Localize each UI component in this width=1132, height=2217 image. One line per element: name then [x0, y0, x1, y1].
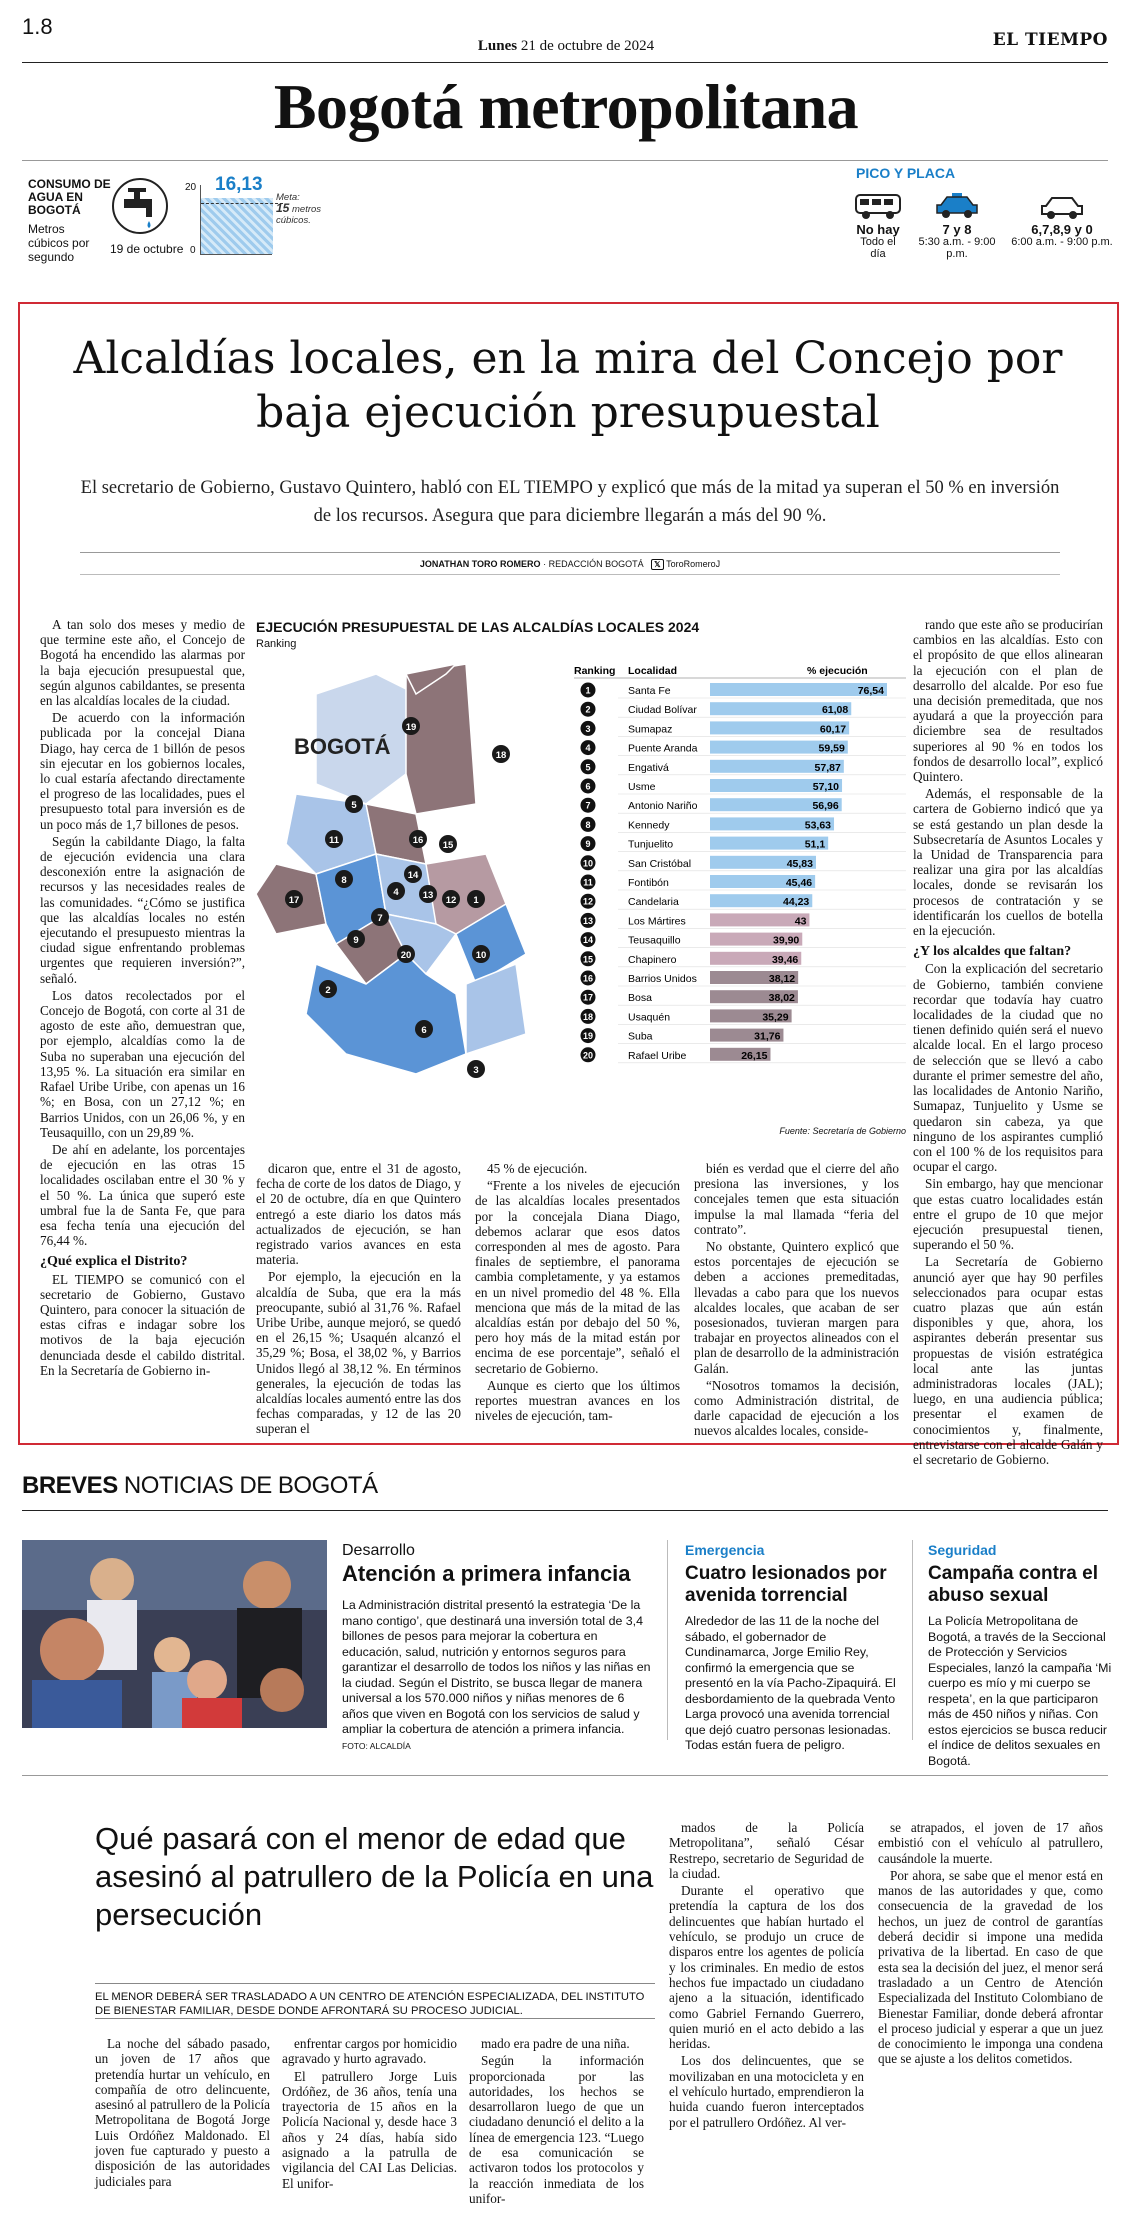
pico-bus-plates: No hay [856, 222, 900, 237]
map-pin-label-7: 7 [377, 913, 383, 924]
breves-sublabel: NOTICIAS DE BOGOTÁ [123, 1472, 378, 1499]
col-header-locality: Localidad [628, 665, 678, 677]
locality-label: Bosa [628, 992, 652, 1005]
article-column-4 [694, 1161, 899, 1441]
bar-value-label: 35,29 [762, 1011, 789, 1024]
paragraph: “Nosotros tomamos la decisión, como Administración distrital, de darle capacidad de ejecución a los nuevos alcaldes locales, conside- [694, 1377, 899, 1439]
map-pin-label-14: 14 [407, 870, 419, 881]
rank-number: 19 [582, 1031, 594, 1042]
paragraph: Aunque es cierto que los últimos reportes muestran avances en los niveles de ejecución, tam- [475, 1377, 680, 1424]
bar-value-label: 51,1 [804, 838, 826, 851]
locality-label: Ciudad Bolívar [628, 704, 697, 717]
paragraph: A tan solo dos meses y medio de que termine este año, el Concejo de Bogotá ha encendido las alarmas por la baja ejecución presupuestal que, según algunos cabildantes, se presenta en las alcaldías locales de la ciudad. [40, 617, 245, 709]
section-rule [22, 160, 1108, 161]
article-deck: El secretario de Gobierno, Gustavo Quintero, habló con EL TIEMPO y explicó que más de la mitad ya superan el 50 % en inversión de los recursos. Asegura que para diciembre llegarán a más del 90 %. [80, 478, 1060, 526]
rank-number: 12 [582, 896, 594, 907]
locality-label: Barrios Unidos [628, 973, 697, 985]
paragraph: El patrullero Jorge Luis Ordóñez, de 36 años, tenía una trayectoria de 15 años en la Policía Nacional y, desde hace 3 años y 24 días, había sido asignado a la patrulla de vigilancia del CAI Las Delicias. El unifor- [282, 2068, 457, 2191]
paragraph: Por ahora, se sabe que el menor está en manos de las autoridades y que, como consecuencia de la gravedad de los hechos, un juez de control de garantías deberá decidir si impone una medida privativa de la libertad. En caso de que esta sea la decisión del juez, el menor será trasladado a un Centro de Atención Especializada del Instituto Colombiano de Bienestar Familiar, donde deberá afrontar el proceso judicial y esperar a que un juez de conocimiento le imponga una condena que se ajuste a los delitos cometidos. [878, 1867, 1103, 2067]
paragraph: bién es verdad que el cierre del año presiona las inversiones, y los concejales temen que esta situación impulse la mal llamada “feria del contrato”. [694, 1161, 899, 1237]
water-axis-min: 0 [190, 245, 196, 256]
water-goal-note [276, 192, 346, 226]
rank-number: 14 [582, 935, 594, 946]
bus-icon [854, 193, 902, 221]
a2-col1-paragraphs [95, 2036, 270, 2189]
locality-label: Chapinero [628, 953, 677, 966]
water-goal-unit: metros cúbicos. [276, 204, 322, 226]
bar-value-label: 60,17 [819, 723, 847, 736]
water-title: CONSUMO DE AGUA EN BOGOTÁ [28, 177, 111, 217]
pico-taxi-hours: 5:30 a.m. - 9:00 p.m. [918, 236, 996, 260]
bar-value-label: 76,54 [857, 685, 884, 697]
bar-value-label: 31,76 [754, 1030, 781, 1043]
article2-column-5 [878, 1820, 1103, 2069]
map-pin-label-11: 11 [328, 835, 340, 846]
rank-number: 15 [582, 954, 594, 965]
rank-number: 20 [582, 1050, 594, 1061]
paragraph: mado era padre de una niña. [481, 2036, 630, 2051]
a2-col3-paragraphs [469, 2036, 644, 2206]
bar-value-label: 57,87 [814, 761, 841, 774]
chart-source: Fuente: Secretaría de Gobierno [779, 1126, 906, 1136]
column-2-paragraphs [256, 1161, 461, 1437]
article-column-2 [256, 1161, 461, 1439]
map-pin-label-4: 4 [393, 887, 399, 898]
water-level-fill [201, 198, 273, 254]
brand-logo: EL TIEMPO [992, 30, 1108, 50]
locality-label: Engativá [628, 761, 669, 774]
map-pin-label-1: 1 [473, 895, 479, 906]
locality-label: Santa Fe [628, 685, 671, 697]
chart-subtitle: Ranking [256, 638, 297, 650]
rank-number: 10 [582, 858, 594, 869]
locality-label: Los Mártires [628, 915, 686, 928]
children-photo-image [22, 1540, 327, 1728]
rank-number: 17 [582, 992, 594, 1003]
breve-2-category: Emergencia [685, 1542, 765, 1558]
breves-rule [22, 1510, 1108, 1511]
locality-label: Tunjuelito [628, 838, 674, 851]
map-pin-label-16: 16 [412, 835, 424, 846]
bar-value-label: 39,90 [772, 934, 800, 947]
map-label: BOGOTÁ [294, 734, 391, 759]
issue-date-rest: 21 de octubre de 2024 [520, 38, 655, 54]
bar-value-label: 39,46 [771, 953, 799, 966]
paragraph: Además, el responsable de la cartera de Gobierno indicó que ya se está gestando un plan desde la Subsecretaría de Asuntos Locales y la Unidad de Transparencia para realizar una gira por las alcaldías locales, donde se revisarán los procesos de contratación y se identificarán los cuellos de botella en la ejecución. [913, 786, 1103, 939]
water-value: 16,13 [215, 174, 263, 195]
water-unit: Metros cúbicos por segundo [28, 222, 90, 264]
chart-canvas [256, 654, 906, 1144]
map-pin-label-2: 2 [325, 985, 331, 996]
pico-taxi-plates: 7 y 8 [942, 222, 972, 237]
pico-taxi [907, 193, 1007, 260]
map-pin-label-13: 13 [422, 890, 434, 901]
breve-2-text: Alrededor de las 11 de la noche del sábado, el gobernador de Cundinamarca, Jorge Emilio Rey, confirmó la emergencia que se presentó en la vía Pacho-Zipaquirá. El desbordamiento de la quebrada Vento Larga provocó una avenida torrencial que dejó cuatro personas lesionadas. Todas están fuera de peligro. [685, 1614, 896, 1752]
bar-value-label: 53,63 [804, 819, 832, 832]
byline-author: JONATHAN TORO ROMERO [419, 559, 541, 569]
article2-headline: Qué pasará con el menor de edad que asesinó al patrullero de la Policía en una persecución [95, 1821, 654, 1932]
paragraph: De ahí en adelante, los porcentajes de ejecución en las otras 15 localidades oscilaban entre el 30 % y el 50 %. La única que superó este umbral fue la de Santa Fe, que para esa fecha tenía una ejecución del 76,44 %. [40, 1141, 245, 1249]
breve-separator-1 [667, 1540, 668, 1740]
paragraph: De acuerdo con la información publicada por la concejal Diana Diago, hay cerca de 1 billón de pesos sin ejecutar en los gobiernos locales, lo cual estaría afectando directamente el progreso de las localidades, pues el presupuesto total para inversión es de un poco más de 1,7 billones de pesos. [40, 710, 245, 832]
breve-3-category: Seguridad [928, 1542, 997, 1558]
paragraph: dicaron que, entre el 31 de agosto, fecha de corte de los datos de Diago, y el 20 de octubre, día en que Quintero entregó a este diario los datos más actualizados de ejecución, se han registrado varios avances en esta materia. [256, 1161, 461, 1268]
rank-number: 8 [585, 819, 591, 830]
paragraph: rando que este año se producirían cambios en las alcaldías. Esto con el propósito de que ellos alinearan la ejecución con el plan de desarrollo del alcalde. Por eso fue una decisión premeditada, que nos ayudará a que la proyección para diciembre sea de resultados superiores al 90 % en todos los fondos de desarrollo local”, explicó Quintero. [913, 617, 1103, 785]
column-5b-paragraphs [913, 961, 1103, 1467]
section-title: Bogotá metropolitana [273, 71, 859, 142]
paragraph: mados de la Policía Metropolitana”, señaló César Restrepo, secretario de Seguridad de la ciudad. [669, 1820, 864, 1881]
breve-photo [22, 1540, 327, 1728]
bar-value-label: 56,96 [812, 800, 839, 813]
map-pin-label-5: 5 [351, 800, 357, 811]
locality-label: Rafael Uribe [628, 1049, 687, 1062]
bar-value-label: 38,02 [768, 992, 795, 1005]
pico-car [1010, 193, 1114, 248]
bar-value-label: 59,59 [818, 742, 845, 755]
article2-column-4 [669, 1820, 864, 2132]
paragraph: 45 % de ejecución. [487, 1161, 588, 1176]
main-article [18, 302, 1119, 1467]
pico-bus-hours: Todo el día [860, 236, 896, 260]
locality-label: Usaquén [628, 1011, 671, 1024]
subhead-distrito: ¿Qué explica el Distrito? [40, 1254, 188, 1270]
breve-3-text: La Policía Metropolitana de Bogotá, a través de la Seccional de Protección y Servicios Especiales, lanzó la campaña ‘Mi cuerpo es mío y mi cuerpo se respeta’, en la que participaron más de 450 niños y niñas. Con estos ejercicios se busca reducir el índice de delitos sexuales en Bogotá. [928, 1614, 1112, 1768]
paragraph: Según la cabildante Diago, la falta de ejecución evidencia una clara desconexión entre la asignación de recursos y las necesidades reales de las comunidades. “¿Cómo se justifica que las alcaldías locales no estén ejecutando el presupuesto mientras la ciudad sigue enfrentando problemas urgentes que requieren inversión?”, señaló. [40, 833, 245, 986]
locality-label: Fontibón [628, 877, 669, 889]
pico-car-plates: 6,7,8,9 y 0 [1031, 222, 1093, 237]
map-pin-label-20: 20 [400, 950, 412, 961]
paragraph: La noche del sábado pasado, un joven de 17 años que pretendía hurtar un vehículo, en compañía de otro delincuente, asesinó al patrullero de la Policía Metropolitana de Bogotá Jorge Luis Ordóñez Maldonado. El joven fue capturado y puesto a disposición de las autoridades judiciales para [95, 2036, 270, 2189]
bar-value-label: 26,15 [741, 1049, 768, 1062]
bar-value-label: 44,23 [783, 896, 810, 909]
paragraph: enfrentar cargos por homicidio agravado y hurto agravado. [282, 2036, 457, 2067]
paragraph: La Secretaría de Gobierno anunció ayer que hay 90 perfiles seleccionados para ocupar estas cuatro plazas que aún están disponibles y que, ahora, los aspirantes deberán presentar sus propuestas de visión estratégica local ante las juntas administradoras locales (JAL); luego, en una audiencia pública; presentar el examen de conocimientos y, finalmente, entrevistarse con el alcalde Galán y el secretario de Gobierno. [913, 1254, 1103, 1467]
rank-number: 3 [585, 723, 591, 734]
article2-column-3 [469, 2036, 644, 2208]
article-byline [80, 552, 1060, 575]
budget-chart [256, 619, 906, 1144]
column-3-paragraphs [475, 1161, 680, 1423]
bar-value-label: 43 [794, 915, 807, 928]
locality-label: Candelaria [628, 896, 679, 909]
locality-label: Puente Aranda [628, 742, 698, 755]
pico-y-placa-widget [852, 165, 1112, 260]
map-pin-label-6: 6 [421, 1025, 427, 1036]
bar-value-label: 38,12 [768, 973, 796, 985]
paragraph: Los datos recolectados por el Concejo de Bogotá, con corte al 31 de agosto de este año, demuestran que, por ejemplo, alcaldías como la de Suba no superaban una ejecución del 13,95 %. La situación era similar en Rafael Uribe Uribe, con apenas un 16 %; en Bosa, con un 27,12 %; en Barrios Unidos, con un 26,06 %, y en Teusaquillo, con un 29,89 %. [40, 987, 245, 1140]
a2-col4-paragraphs [669, 1820, 864, 2130]
col-header-ranking: Ranking [574, 665, 616, 677]
article2-column-1 [95, 2036, 270, 2191]
rank-number: 6 [585, 781, 591, 792]
a2-col5-paragraphs [878, 1820, 1103, 2067]
article2-deck: EL MENOR DEBERÁ SER TRASLADADO A UN CENTRO DE ATENCIÓN ESPECIALIZADA, DEL INSTITUTO DE BIENESTAR FAMILIAR, DESDE DONDE AFRONTARÁ SU PROCESO JUDICIAL. [95, 1983, 655, 2018]
column-4-paragraphs [694, 1161, 899, 1439]
locality-label: Antonio Nariño [628, 800, 698, 813]
locality-label: San Cristóbal [628, 857, 692, 870]
paragraph: Según la información proporcionada por las autoridades, los hechos se desarrollaron luego de que un ciudadano denunció el delito a la línea de emergencia 123. “Luego de esa comunicación se activaron todos los protocolos y la reacción inmediata de los unifor- [469, 2053, 644, 2206]
page-folio: 1.8 [22, 14, 53, 39]
rank-number: 1 [585, 685, 591, 696]
car-icon [1040, 193, 1084, 221]
water-consumption-widget [28, 174, 338, 264]
breve-1-body: La Administración distrital presentó la estrategia ‘De la mano contigo’, que destinará una inversión total de 3,4 billones de pesos para mejorar la cobertura en educación, salud, nutrición y entornos seguros para garantizar el desarrollo de todos los niños y las niñas en la ciudad. Según el Distrito, se busca llegar de manera universal a los 570.000 niños y niñas menores de 6 años que viven en Bogotá con los servicios de salud y ampliar la cobertura de atención a primera infancia. [342, 1598, 651, 1736]
breves-header [22, 1472, 378, 1500]
paragraph: Durante el operativo que pretendía la captura de los dos delincuentes que habían hurtado el vehículo, se produjo un cruce de disparos entre los agentes de policía y los criminales. En medio de estos hechos fue impactado un ciudadano ajeno a la situación, identificado como Gabriel Fernando Guerrero, quien murió en el acto debido a las heridas. [669, 1883, 864, 2052]
locality-label: Suba [628, 1030, 653, 1043]
issue-date [0, 38, 1132, 55]
article-column-3 [475, 1161, 680, 1425]
water-goal-label: Meta: [276, 192, 300, 203]
column-5-paragraphs [913, 617, 1103, 938]
rank-number: 13 [582, 915, 594, 926]
paragraph: “Frente a los niveles de ejecución de las alcaldías locales presentados por la concejala Diana Diago, debemos aclarar que esos datos corresponden al mes de agosto. Para finales de septiembre, el panorama cambia completamente, y ya estamos en un nivel promedio del 48 %. Ella menciona que más de la mitad de las alcaldías están por debajo del 50 %, pero hoy más de la mitad están por encima de ese porcentaje”, señaló el secretario de Gobierno. [475, 1178, 680, 1376]
article2-column-2 [282, 2036, 457, 2193]
map-locality-13 [306, 954, 466, 1074]
article-headline: Alcaldías locales, en la mira del Concejo por baja ejecución presupuestal [73, 333, 1063, 438]
rank-number: 7 [585, 800, 591, 811]
rank-number: 4 [585, 743, 591, 754]
taxi-icon [935, 193, 979, 221]
map-pin-label-12: 12 [445, 895, 457, 906]
water-axis-max: 20 [185, 182, 197, 193]
subhead-alcaldes: ¿Y los alcaldes que faltan? [913, 944, 1072, 960]
pico-title: PICO Y PLACA [856, 165, 956, 181]
locality-label: Sumapaz [628, 723, 673, 736]
map-pin-label-15: 15 [442, 840, 454, 851]
breve-3-title: Campaña contra el abuso sexual [928, 1563, 1098, 1606]
rank-number: 16 [582, 973, 594, 984]
issue-day: Lunes [477, 38, 518, 54]
rank-number: 9 [585, 839, 591, 850]
byline-desk: · REDACCIÓN BOGOTÁ [543, 559, 644, 569]
map-pin-label-9: 9 [353, 935, 359, 946]
byline-handle: ToroRomeroJ [666, 559, 721, 569]
col-header-value: % ejecución [807, 665, 868, 677]
paragraph: EL TIEMPO se comunicó con el secretario de Gobierno, Gustavo Quintero, para conocer la situación de estas cifras e indagar sobre los motivos de la baja ejecución denunciada desde el cabildo distrital. En la Secretaría de Gobierno in- [40, 1271, 245, 1378]
breve-2-title: Cuatro lesionados por avenida torrencial [685, 1563, 887, 1606]
column-1b-paragraphs [40, 1272, 245, 1378]
bar-value-label: 57,10 [812, 781, 840, 793]
pico-car-hours: 6:00 a.m. - 9:00 p.m. [1011, 236, 1113, 248]
x-logo-icon: 𝕏 [651, 559, 663, 570]
pico-bus [852, 193, 904, 260]
paragraph: Con la explicación del secretario de Gobierno, también conviene recordar que todavía hay cuatro localidades de la ciudad que no tienen definido quién será el nuevo alcalde local. En el largo proceso de selección que se llevó a cabo durante el primer semestre del año, las localidades de Antonio Nariño, Sumapaz, Tunjuelito y Usme se quedaron sin cabeza, ya que ninguno de los aspirantes cumplió con el 100 % de los requisitos para ocupar el cargo. [913, 961, 1103, 1175]
rank-number: 2 [585, 704, 591, 715]
article2-deck-rule [95, 2018, 655, 2019]
locality-label: Kennedy [628, 819, 670, 832]
paragraph: se atrapados, el joven de 17 años embistió con el vehículo al patrullero, causándole la muerte. [878, 1820, 1103, 1866]
map-pin-label-3: 3 [473, 1065, 479, 1076]
faucet-icon [112, 177, 168, 235]
a2-col2-paragraphs [282, 2036, 457, 2191]
bar-value-label: 61,08 [821, 704, 849, 717]
locality-label: Teusaquillo [628, 934, 681, 947]
breve-separator-2 [912, 1540, 913, 1740]
article-column-5 [913, 617, 1103, 1469]
article2-rule [22, 1775, 1108, 1776]
rank-number: 5 [585, 762, 591, 773]
map-pin-label-19: 19 [405, 722, 417, 733]
bar-value-label: 45,46 [785, 877, 813, 889]
map-pin-label-10: 10 [475, 950, 487, 961]
map-pin-label-17: 17 [288, 895, 300, 906]
map-pin-label-8: 8 [341, 875, 347, 886]
breve-1-credit: FOTO: ALCALDÍA [342, 1740, 411, 1751]
paragraph: Los dos delincuentes, que se movilizaban en una motocicleta y en el vehículo hurtado, emprendieron la huida cuando fueron interceptados por el patrullero Ordóñez. Al ver- [669, 2053, 864, 2130]
locality-label: Usme [628, 781, 656, 793]
paragraph: Por ejemplo, la ejecución en la alcaldía de Suba, que era la más preocupante, subió al 31,76 %. Rafael Uribe Uribe, aunque mejoró, se quedó en el 26,15 %; Usaquén alcanzó el 35,29 %; Bosa, el 38,02 %, y Barrios Unidos llegó al 38,12 %. En términos generales, la ejecución de todas las alcaldías locales aumentó entre las dos fechas comparadas, y 12 de las 20 superan el [256, 1269, 461, 1437]
article-column-1 [40, 617, 245, 1380]
rank-number: 11 [583, 877, 593, 888]
breve-1-category: Desarrollo [342, 1542, 415, 1559]
header-rule [22, 62, 1108, 63]
map-pin-label-18: 18 [495, 750, 507, 761]
column-1-paragraphs [40, 617, 245, 1248]
water-date: 19 de octubre [110, 242, 184, 256]
bar-value-label: 45,83 [786, 857, 813, 870]
chart-title: EJECUCIÓN PRESUPUESTAL DE LAS ALCALDÍAS LOCALES 2024 [256, 619, 700, 635]
paragraph: No obstante, Quintero explicó que estos porcentajes de ejecución se deben a acciones premeditadas, llevadas a cabo para que los nuevos alcaldes locales, que acaban de ser posesionados, tuvieran margen para trabajar en proyectos alineados con el plan de desarrollo de la administración Galán. [694, 1239, 899, 1376]
water-goal-line [201, 203, 283, 204]
paragraph: Sin embargo, hay que mencionar que estas cuatro localidades están entre el grupo de 10 que mejor ejecución presupuestal tienen, superando el 50 %. [913, 1176, 1103, 1253]
water-goal-value: 15 [276, 201, 290, 215]
breve-1-text [342, 1598, 652, 1754]
breve-1-title: Atención a primera infancia [342, 1561, 631, 1586]
rank-number: 18 [582, 1011, 594, 1022]
breves-label: BREVES [22, 1472, 118, 1499]
